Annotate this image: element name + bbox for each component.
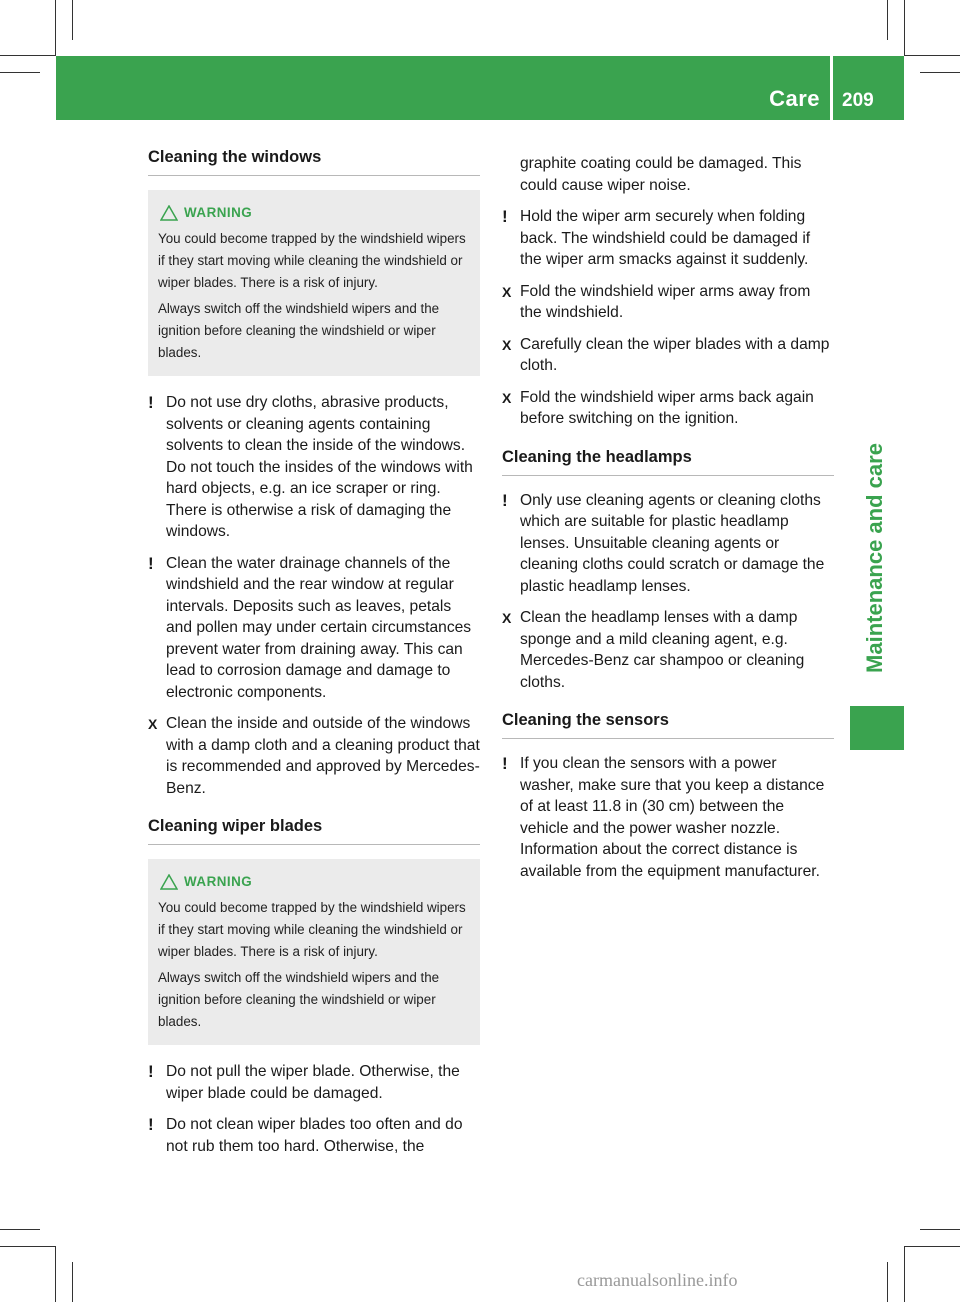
step-item: [148, 713, 480, 799]
crop-mark: [920, 1229, 960, 1230]
note-item: [148, 392, 480, 543]
step-item: [502, 387, 834, 430]
crop-mark: [904, 55, 960, 56]
section-heading: Cleaning the sensors: [502, 711, 834, 739]
warning-triangle-icon: [160, 874, 178, 890]
watermark: carmanualsonline.info: [577, 1270, 738, 1290]
crop-mark: [920, 72, 960, 73]
left-column: [148, 148, 480, 1167]
note-text: Do not clean wiper blades too often and do not rub them too hard. Otherwise, the: [166, 1116, 463, 1155]
notice-icon: !: [148, 1062, 154, 1081]
crop-mark: [55, 1246, 56, 1302]
notice-icon: !: [502, 754, 508, 773]
step-text: Clean the inside and outside of the windows with a damp cloth and a cleaning product that is recommended and approved by Mercedes-Benz.: [166, 715, 480, 797]
section-heading: Cleaning the headlamps: [502, 448, 834, 476]
step-icon: X: [502, 283, 512, 300]
step-icon: X: [502, 389, 512, 406]
warning-box: [148, 190, 480, 376]
chapter-marker: [850, 706, 904, 750]
note-text: Do not use dry cloths, abrasive products, solvents or cleaning agents containing solvents to clean the inside of the windows. Do not touch the insides of the windows with hard objects, e.g. an ice scraper or ring. There is otherwise a risk of damaging the windows.: [166, 394, 473, 540]
crop-mark: [0, 72, 40, 73]
warning-title: [158, 202, 472, 224]
step-text: Fold the windshield wiper arms away from the windshield.: [520, 282, 811, 321]
note-item: [502, 206, 834, 271]
step-text: Carefully clean the wiper blades with a damp cloth.: [520, 335, 830, 374]
note-item: [148, 553, 480, 704]
crop-mark: [55, 0, 56, 56]
notice-icon: !: [148, 393, 154, 412]
chapter-tab: [846, 422, 904, 694]
note-item: [148, 1114, 480, 1157]
crop-mark: [904, 1246, 960, 1247]
warning-text: Always switch off the windshield wipers and the ignition before cleaning the windshield or wiper blades.: [158, 301, 440, 360]
warning-triangle-icon: [160, 205, 178, 221]
crop-mark: [904, 1246, 905, 1302]
warning-box: [148, 859, 480, 1045]
step-text: Fold the windshield wiper arms back again before switching on the ignition.: [520, 388, 814, 427]
step-icon: X: [148, 716, 158, 732]
notice-icon: !: [148, 1115, 154, 1134]
crop-mark: [72, 0, 73, 40]
section-title: Care: [769, 86, 820, 111]
crop-mark: [904, 0, 905, 56]
note-text: Do not pull the wiper blade. Otherwise, the wiper blade could be damaged.: [166, 1063, 460, 1102]
crop-mark: [887, 0, 888, 40]
header-divider: [830, 56, 833, 120]
warning-text: Always switch off the windshield wipers and the ignition before cleaning the windshield or wiper blades.: [158, 970, 440, 1029]
crop-mark: [0, 1229, 40, 1230]
section-heading: Cleaning wiper blades: [148, 817, 480, 845]
note-item: [148, 1061, 480, 1104]
crop-mark: [72, 1262, 73, 1302]
right-column: [502, 153, 834, 892]
warning-text: You could become trapped by the windshield wipers if they start moving while cleaning the windshield or wiper blades. There is a risk of injury.: [158, 900, 466, 959]
step-item: [502, 607, 834, 693]
crop-mark: [0, 1246, 56, 1247]
note-text: Only use cleaning agents or cleaning cloths which are suitable for plastic headlamp lenses. Unsuitable cleaning agents or cleaning cloths could scratch or damage the plastic headlamp lenses.: [520, 491, 825, 595]
page-number: 209: [842, 90, 874, 111]
crop-mark: [0, 55, 56, 56]
warning-text: You could become trapped by the windshield wipers if they start moving while cleaning the windshield or wiper blades. There is a risk of injury.: [158, 231, 466, 290]
step-text: Clean the headlamp lenses with a damp sponge and a mild cleaning agent, e.g. Mercedes-Benz car shampoo or cleaning cloths.: [520, 609, 805, 691]
notice-icon: !: [502, 490, 508, 510]
note-text: If you clean the sensors with a power washer, make sure that you keep a distance of at least 11.8 in (30 cm) between the vehicle and the power washer nozzle. Information about the correct distance is available from the equipment manufacturer.: [520, 755, 825, 880]
note-item: [502, 753, 834, 882]
notice-icon: !: [148, 553, 154, 573]
crop-mark: [887, 1262, 888, 1302]
note-text: Hold the wiper arm securely when folding back. The windshield could be damaged if the wiper arm smacks against it suddenly.: [520, 208, 811, 268]
warning-title: [158, 871, 472, 893]
notice-icon: !: [502, 207, 508, 226]
step-icon: X: [502, 336, 512, 353]
step-icon: X: [502, 610, 512, 626]
warning-title-text: WARNING: [184, 205, 253, 220]
section-heading: Cleaning the windows: [148, 148, 480, 176]
step-item: [502, 334, 834, 377]
note-text: Clean the water drainage channels of the windshield and the rear window at regular intervals. Deposits such as leaves, petals and pollen may under certain circumstances prevent water from draining away. This can lead to corrosion damage and damage to electronic components.: [166, 554, 472, 701]
note-item: [502, 490, 834, 598]
warning-title-text: WARNING: [184, 874, 253, 889]
note-continuation: graphite coating could be damaged. This could cause wiper noise.: [520, 155, 802, 194]
chapter-tab-label: Maintenance and care: [862, 443, 887, 673]
step-item: [502, 281, 834, 324]
